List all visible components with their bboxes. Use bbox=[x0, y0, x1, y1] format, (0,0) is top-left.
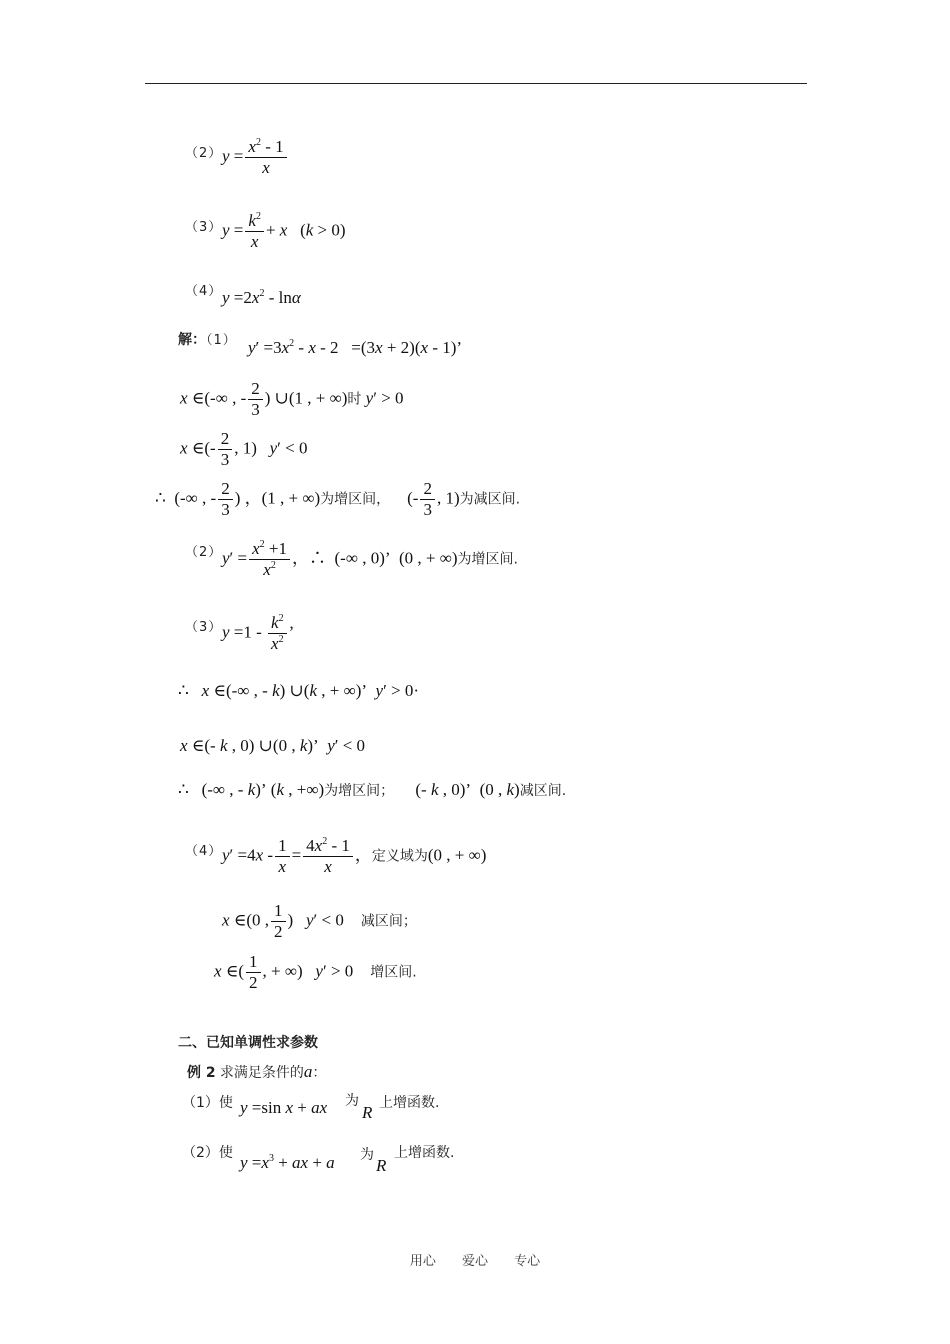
solution-1-derivative: $y' =3x^2 - x - 2 =(3x + 2)(x - 1)$’ bbox=[248, 338, 463, 357]
equation-2: y = $\frac{x^2 - 1}{x}$ bbox=[222, 138, 289, 177]
example-2-eq-2-suffix: 上增函数. bbox=[394, 1145, 455, 1161]
solution-1-label: 解：（1） bbox=[178, 332, 237, 348]
example-2-eq-2: $y =x^3$ + ax + a bbox=[240, 1153, 335, 1172]
solution-1-decrease: x ∈(- $\frac{2}{3}$ , 1) y′ < 0 bbox=[180, 429, 308, 469]
equation-3: y = $\frac{k^2}{x}$ + x (k > 0) bbox=[222, 211, 346, 251]
equation-4: $y =2x^2 - \ln\alpha$ bbox=[222, 288, 301, 307]
solution-4-decrease: x ∈(0 , $\frac{1}{2}$ ) y′ < 0 减区间； bbox=[222, 901, 417, 941]
solution-2-label: （2） bbox=[185, 545, 223, 560]
solution-4-label: （4） bbox=[185, 844, 223, 859]
example-2-eq-1-tail: 为 bbox=[345, 1093, 359, 1109]
solution-1-conclusion: ∴ (-∞ , - $\frac{2}{3}$ ) ，(1 , + ∞)为增区间， (- $\frac{2}{3}$ , 1)为减区间. bbox=[155, 479, 521, 519]
footer-text: 用心 bbox=[409, 1254, 436, 1269]
solution-3-conclusion: ∴ (-∞ , - k)’ (k , +∞)为增区间； (- k , 0)’ (0 , k)减区间. bbox=[178, 780, 567, 799]
solution-4-increase: x ∈( $\frac{1}{2}$ , + ∞) y′ > 0 增区间. bbox=[214, 952, 417, 992]
problem-4: （4） bbox=[185, 284, 223, 299]
example-2-item-2: （2）使 bbox=[182, 1145, 233, 1161]
example-2-eq-2-tail: 为 bbox=[360, 1147, 374, 1163]
example-2-eq-1: y =sin x + ax bbox=[240, 1098, 328, 1117]
problem-3: （3） bbox=[185, 220, 223, 235]
solution-3-decrease: x ∈(- k , 0) ∪(0 , k)’ y′ < 0 bbox=[180, 736, 366, 755]
solution-4-derivative: y′ =4x - $\frac{1}{x}$ = $\frac{4x^2 - 1}{x}$ ，定义域为(0 , + ∞) bbox=[222, 836, 487, 876]
example-2-eq-1-suffix: 上增函数. bbox=[379, 1095, 440, 1111]
footer-text: 爱心 bbox=[461, 1254, 488, 1269]
header-rule bbox=[145, 83, 807, 84]
example-2: 例 2 求满足条件的a： bbox=[187, 1062, 327, 1081]
example-2-eq-1-R: R bbox=[362, 1103, 373, 1122]
page-footer bbox=[0, 1250, 950, 1269]
solution-3-increase: ∴ x ∈(-∞ , - k) ∪(k , + ∞)’ y′ > 0· bbox=[178, 681, 420, 700]
section-2-title: 二、已知单调性求参数 bbox=[178, 1035, 318, 1051]
example-2-eq-2-R: R bbox=[376, 1156, 387, 1175]
solution-3-label: （3） bbox=[185, 620, 223, 635]
solution-3-derivative: y =1 - $\frac{k^2}{x^2}$ ’ bbox=[222, 613, 295, 653]
item-label: （2） bbox=[185, 146, 223, 161]
example-2-item-1: （1）使 bbox=[182, 1095, 233, 1111]
footer-text: 专心 bbox=[514, 1254, 541, 1269]
solution-2-body: y′ = $\frac{x^2 +1}{x^2}$ ，∴ (-∞ , 0)’ (0 , + ∞)为增区间. bbox=[222, 539, 518, 579]
solution-1-increase: x ∈(-∞ , - $\frac{2}{3}$ ) ∪(1 , + ∞)时 y′ > 0 bbox=[180, 379, 404, 419]
problem-2 bbox=[185, 142, 222, 164]
